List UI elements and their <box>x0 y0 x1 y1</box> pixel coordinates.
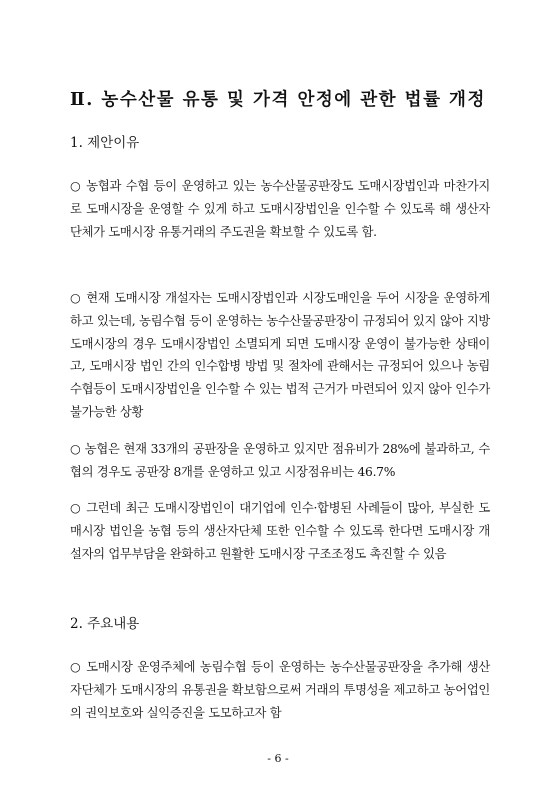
page-number: - 6 - <box>267 752 289 765</box>
paragraph-proposal-reason-3: ○ 농협은 현재 33개의 공판장을 운영하고 있지만 점유비가 28%에 불과하고, 수협의 경우도 공판장 8개를 운영하고 있고 시장점유비는 46.7% <box>70 442 490 479</box>
paragraph-main-content-1: ○ 도매시장 운영주체에 농림수협 등이 운영하는 농수산물공판장을 추가해 생산자단체가 도매시장의 유통권을 확보함으로써 거래의 투명성을 제고하고 농어업인의 권익보호와 실익증진을 도모하고자 함 <box>70 660 490 720</box>
section-heading-proposal-reason: 1. 제안이유 <box>70 135 140 151</box>
paragraph-proposal-reason-1: ○ 농협과 수협 등이 운영하고 있는 농수산물공판장도 도매시장법인과 마찬가지로 도매시장을 운영할 수 있게 하고 도매시장법인을 인수할 수 있도록 해 생산자단체가 도매시장 유통거래의 주도권을 확보할 수 있도록 함. <box>70 179 490 239</box>
document-title: Ⅱ. 농수산물 유통 및 가격 안정에 관한 법률 개정 <box>70 90 486 110</box>
paragraph-proposal-reason-4: ○ 그런데 최근 도매시장법인이 대기업에 인수·합병된 사례들이 많아, 부실한 도매시장 법인을 농협 등의 생산자단체 또한 인수할 수 있도록 한다면 도매시장 개설자의 업무부담을 완화하고 원활한 도매시장 구조조정도 촉진할 수 있음 <box>70 501 490 561</box>
paragraph-proposal-reason-2: ○ 현재 도매시장 개설자는 도매시장법인과 시장도매인을 두어 시장을 운영하게 하고 있는데, 농림수협 등이 운영하는 농수산물공판장이 규정되어 있지 않아 지방도매시장의 경우 도매시장법인 소멸되게 되면 도매시장 운영이 불가능한 상태이고, 도매시장 법인 간의 인수합병 방법 및 절차에 관해서는 규정되어 있으나 농림수협등이 도매시장법인을 인수할 수 있는 법적 근거가 마련되어 있지 않아 인수가 불가능한 상황 <box>70 291 490 419</box>
section-heading-main-content: 2. 주요내용 <box>70 616 140 632</box>
